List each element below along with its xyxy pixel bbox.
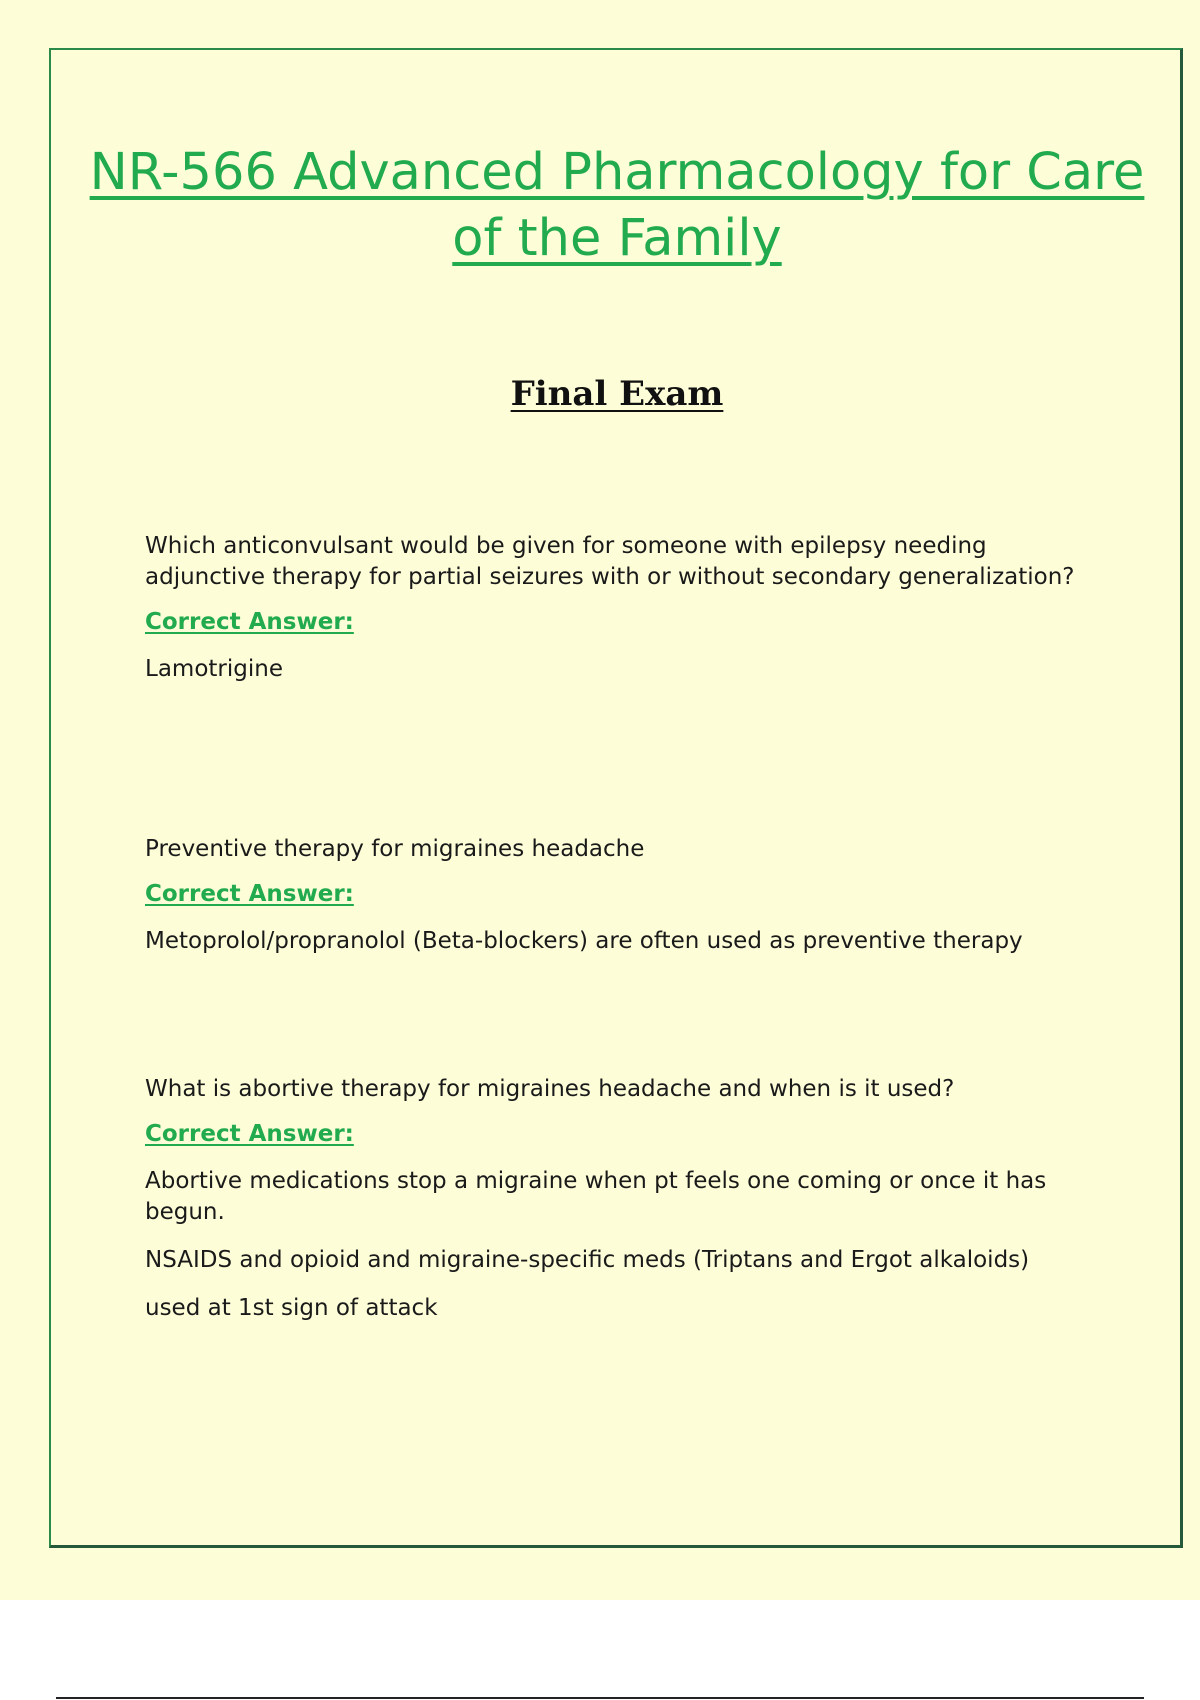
correct-answer-label: Correct Answer: xyxy=(145,881,354,907)
question-block-3 xyxy=(145,1074,1085,1341)
answer-text: Metoprolol/propranolol (Beta-blockers) are often used as preventive therapy xyxy=(145,928,1023,954)
exam-title: Final Exam xyxy=(510,374,724,414)
document-title: NR-566 Advanced Pharmacology for Care of the Family xyxy=(89,143,1145,268)
answer-text: Abortive medications stop a migraine when pt feels one coming or once it has begun. xyxy=(145,1168,1047,1225)
question-text: Which anticonvulsant would be given for someone with epilepsy needing adjunctive therapy for partial seizures with or without secondary generalization? xyxy=(145,533,1075,590)
question-text: Preventive therapy for migraines headache xyxy=(145,836,645,862)
answer-text: NSAIDS and opioid and migraine-specific meds (Triptans and Ergot alkaloids) xyxy=(145,1247,1030,1273)
question-block-1 xyxy=(145,531,1085,702)
bottom-divider xyxy=(56,1697,1144,1699)
answer-text: used at 1st sign of attack xyxy=(145,1295,438,1321)
question-text: What is abortive therapy for migraines headache and when is it used? xyxy=(145,1076,955,1102)
question-block-2 xyxy=(145,834,1085,974)
correct-answer-label: Correct Answer: xyxy=(145,1121,354,1147)
answer-text: Lamotrigine xyxy=(145,656,283,682)
correct-answer-label: Correct Answer: xyxy=(145,609,354,635)
